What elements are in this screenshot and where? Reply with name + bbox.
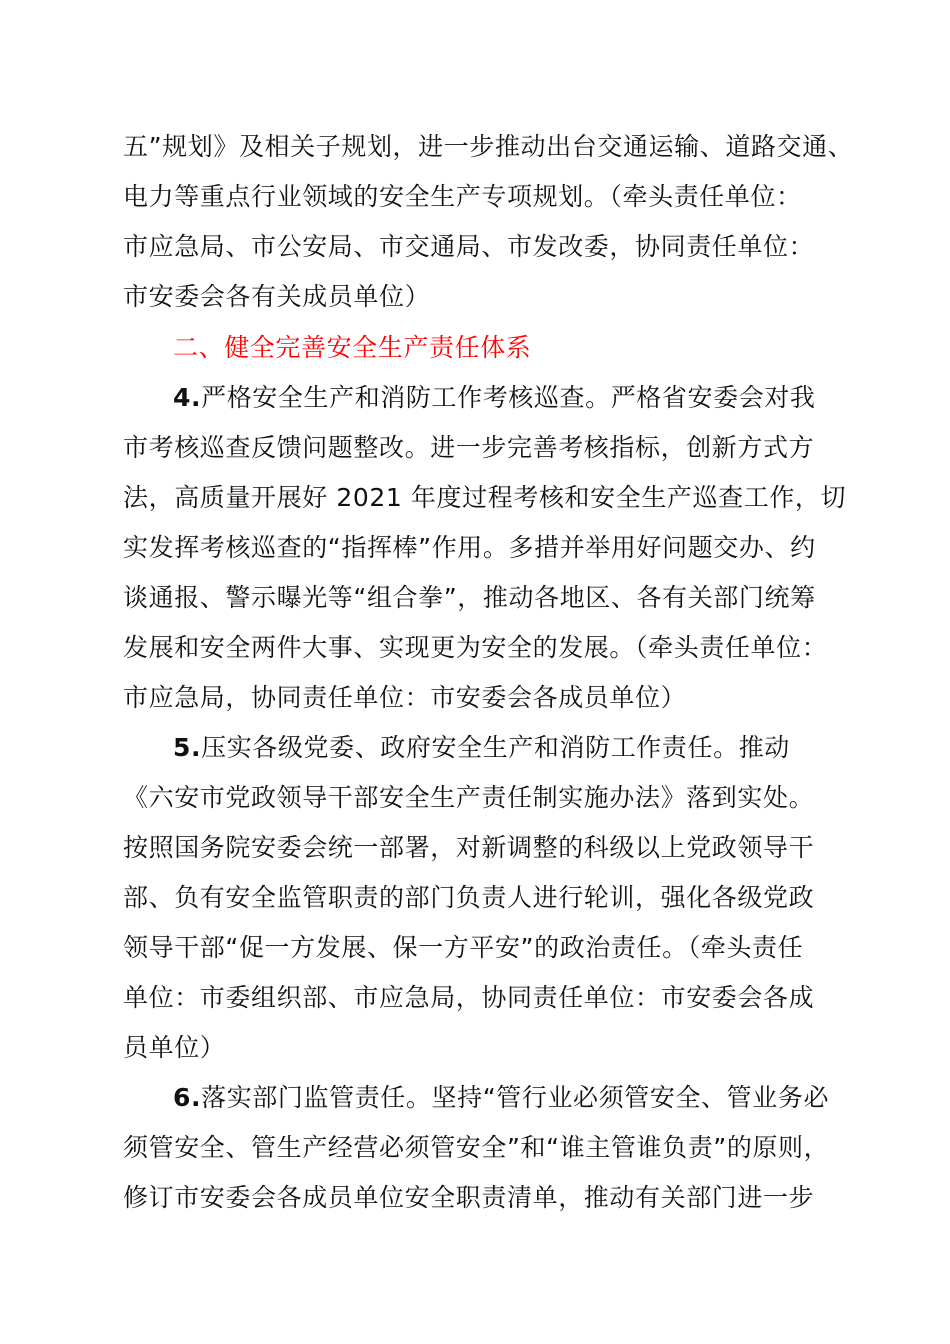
item-first-line <box>173 731 790 765</box>
item-number: 4. <box>173 383 202 412</box>
item-title-text: 严格安全生产和消防工作考核巡查。严格省安委会对我 <box>201 383 816 412</box>
item-first-line <box>173 1081 829 1115</box>
body-text-line: 单位：市委组织部、市应急局，协同责任单位：市安委会各成 <box>123 983 815 1012</box>
section-heading: 二、健全完善安全生产责任体系 <box>173 333 532 362</box>
body-text-line: 员单位） <box>123 1033 226 1062</box>
body-text-line: 发展和安全两件大事、实现更为安全的发展。（牵头责任单位： <box>123 633 828 662</box>
body-text-line: 按照国务院安委会统一部署，对新调整的科级以上党政领导干 <box>123 833 815 862</box>
body-text-line: 部、负有安全监管职责的部门负责人进行轮训，强化各级党政 <box>123 883 815 912</box>
body-text-line: 电力等重点行业领域的安全生产专项规划。（牵头责任单位： <box>123 182 802 211</box>
body-text-line: 实发挥考核巡查的“指挥棒”作用。多措并举用好问题交办、约 <box>123 533 816 562</box>
body-text-line: 市安委会各有关成员单位） <box>123 282 431 311</box>
body-text-line: 市应急局、市公安局、市交通局、市发改委，协同责任单位： <box>123 232 815 261</box>
body-text-line: 市考核巡查反馈问题整改。进一步完善考核指标，创新方式方 <box>123 433 815 462</box>
body-text-line: 五”规划》及相关子规划，进一步推动出台交通运输、道路交通、 <box>123 132 854 161</box>
body-text-line: 领导干部“促一方发展、保一方平安”的政治责任。（牵头责任 <box>123 933 804 962</box>
body-text-line: 谈通报、警示曝光等“组合拳”，推动各地区、各有关部门统筹 <box>123 583 816 612</box>
body-text-line: 法，高质量开展好 2021 年度过程考核和安全生产巡查工作，切 <box>123 483 847 512</box>
item-title-text: 落实部门监管责任。坚持“管行业必须管安全、管业务必 <box>201 1083 830 1112</box>
body-text-line: 《六安市党政领导干部安全生产责任制实施办法》落到实处。 <box>123 783 815 812</box>
item-title-text: 压实各级党委、政府安全生产和消防工作责任。推动 <box>201 733 790 762</box>
item-first-line <box>173 381 816 415</box>
item-number: 6. <box>173 1083 202 1112</box>
item-number: 5. <box>173 733 202 762</box>
body-text-line: 须管安全、管生产经营必须管安全”和“谁主管谁负责”的原则， <box>123 1133 830 1162</box>
body-text-line: 修订市安委会各成员单位安全职责清单，推动有关部门进一步 <box>123 1183 815 1212</box>
body-text-line: 市应急局，协同责任单位：市安委会各成员单位） <box>123 683 687 712</box>
